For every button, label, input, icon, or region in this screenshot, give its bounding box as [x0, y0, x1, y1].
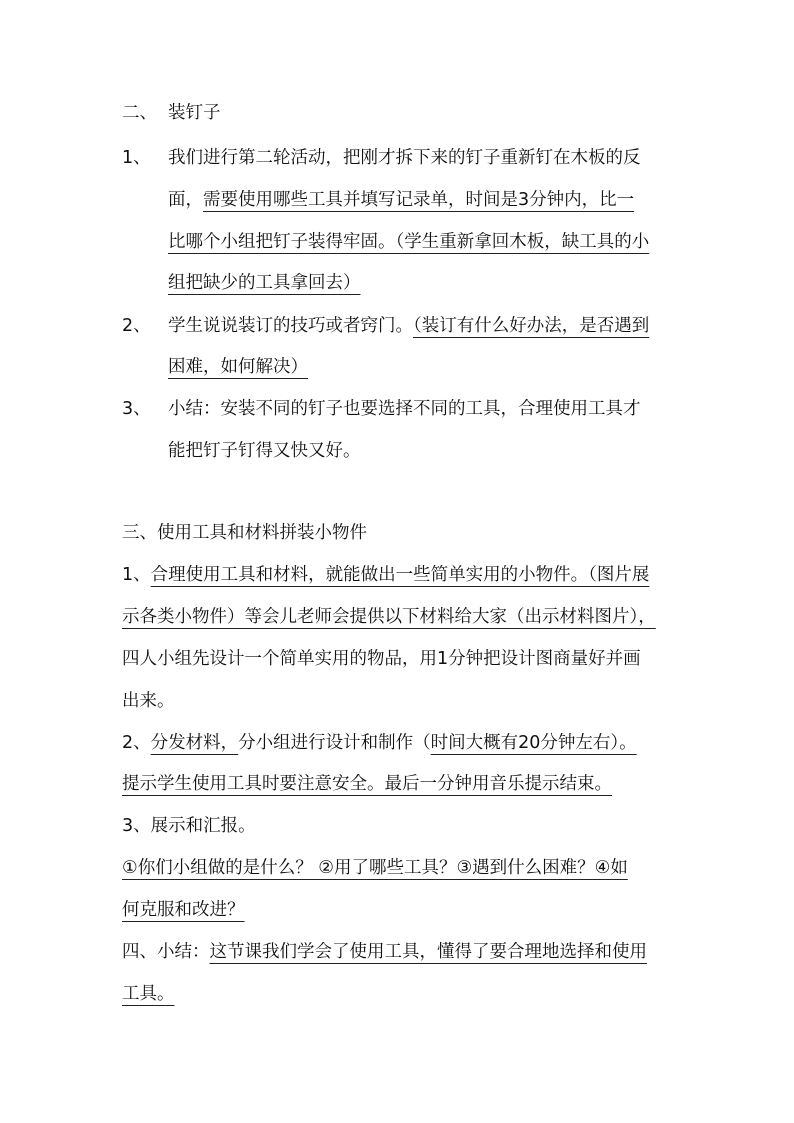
- section-3-p1-line-1: [122, 563, 649, 587]
- section-2-number: 二、: [122, 103, 157, 123]
- section-3-p1-number: 1、: [122, 565, 151, 585]
- item-1-line-4: [168, 271, 361, 295]
- item-2-line-2-underlined: 困难，如何解决）: [168, 357, 308, 377]
- item-1-line-4-underlined: 组把缺少的工具拿回去）: [168, 273, 361, 293]
- section-3-p3-line-3: [122, 898, 245, 922]
- item-1-line-3: [168, 230, 649, 254]
- section-3-p2-line-1-part-2: 分小组进行设计和制作（: [238, 733, 431, 753]
- section-3-p3-line-2: [122, 856, 628, 880]
- section-3-p2-line-2: [122, 772, 612, 796]
- section-4-line-1-underlined: 这节课我们学会了使用工具，懂得了要合理地选择和使用: [209, 942, 647, 962]
- item-1-line-2-underlined: 需要使用哪些工具并填写记录单，时间是3分钟内，比一: [203, 190, 635, 210]
- item-1-number: 1、: [122, 148, 151, 168]
- section-3-p3-line-1: 3、展示和汇报。: [122, 816, 256, 836]
- section-3-p1-line-2: [122, 605, 656, 629]
- item-2-line-1-underlined: （装订有什么好办法，是否遇到: [413, 316, 650, 336]
- section-3-p2-line-2-underlined: 提示学生使用工具时要注意安全。最后一分钟用音乐提示结束。: [122, 774, 612, 794]
- item-2-line-2: [168, 355, 308, 379]
- section-3-p2-line-1-part-3: 时间大概有20分钟左右）。: [430, 733, 637, 753]
- item-1-line-1: 我们进行第二轮活动，把刚才拆下来的钉子重新钉在木板的反: [168, 148, 641, 168]
- section-3-p2-line-1-part-1: 分发材料，: [150, 733, 239, 753]
- section-3-p3-line-2-underlined: ①你们小组做的是什么？ ②用了哪些工具？③遇到什么困难？④如: [122, 858, 628, 878]
- section-2-title: 装钉子: [168, 103, 221, 123]
- item-1-line-2-start: 面，: [168, 190, 203, 210]
- section-3-p1-line-2-underlined: 示各类小物件）等会儿老师会提供以下材料给大家（出示材料图片），: [122, 607, 656, 627]
- section-3-p2-number: 2、: [122, 733, 151, 753]
- item-3-number: 3、: [122, 399, 151, 419]
- section-3-p2-line-1: [122, 731, 637, 755]
- section-4-line-1: [122, 940, 647, 964]
- section-3-p1-line-1-underlined: 合理使用工具和材料，就能做出一些简单实用的小物件。（图片展: [150, 565, 650, 585]
- item-1-line-3-underlined: 比哪个小组把钉子装得牢固。（学生重新拿回木板，缺工具的小: [168, 232, 650, 252]
- item-3-line-1: 小结：安装不同的钉子也要选择不同的工具，合理使用工具才: [168, 399, 641, 419]
- section-3-p1-line-4: 出来。: [122, 691, 175, 711]
- section-4-heading: 四、小结：: [122, 942, 210, 962]
- item-2-number: 2、: [122, 316, 151, 336]
- item-2-line-1: [168, 314, 649, 338]
- section-3-p3-line-3-underlined: 何克服和改进？: [122, 900, 245, 920]
- section-3-title: 三、使用工具和材料拼装小物件: [122, 523, 367, 543]
- section-4-line-2-underlined: 工具。: [122, 984, 175, 1004]
- section-3-p1-line-3: 四人小组先设计一个简单实用的物品，用1分钟把设计图商量好并画: [122, 649, 641, 669]
- item-2-line-1-start: 学生说说装订的技巧或者窍门。: [168, 316, 413, 336]
- item-1-line-2: [168, 188, 634, 212]
- item-3-line-2: 能把钉子钉得又快又好。: [168, 441, 361, 461]
- section-4-line-2: [122, 982, 175, 1006]
